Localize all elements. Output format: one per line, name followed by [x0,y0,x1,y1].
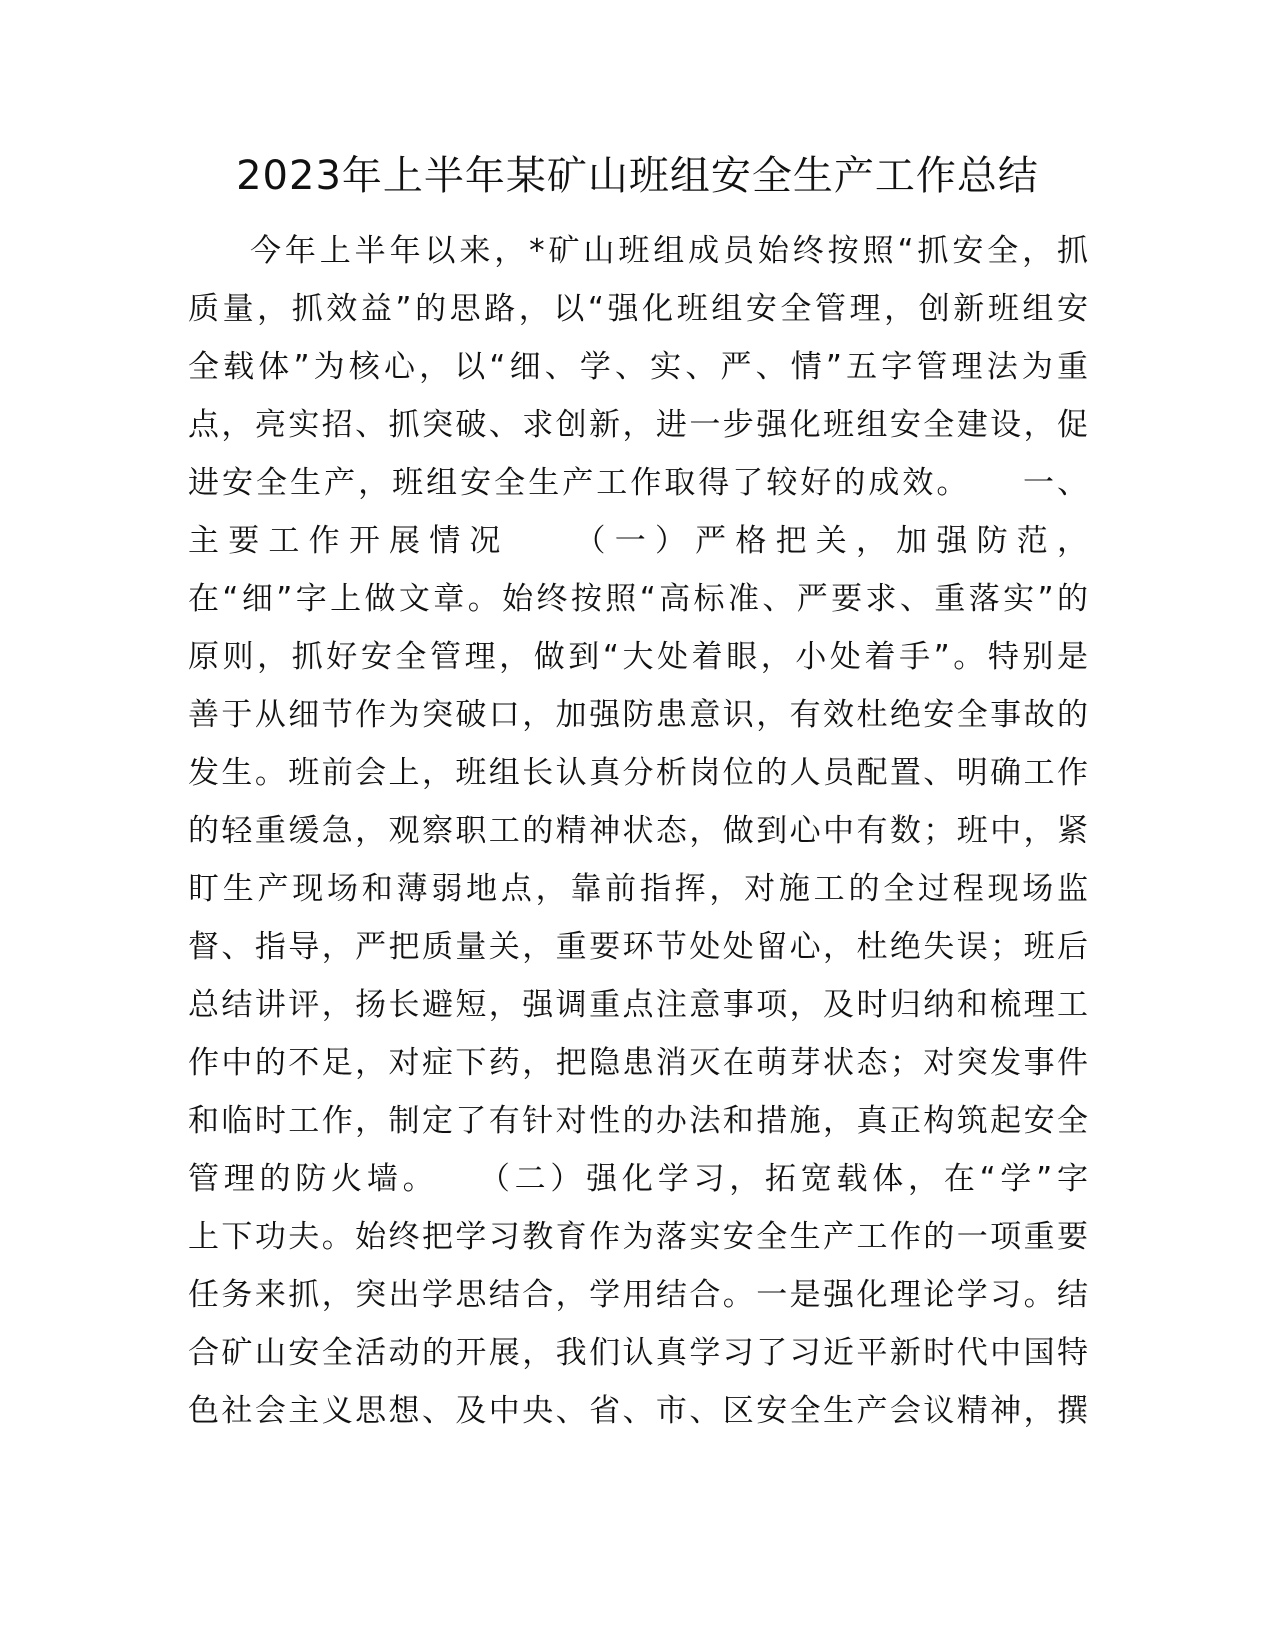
document-body [188,222,1088,1440]
body-line: 进安全生产，班组安全生产工作取得了较好的成效。 一、 [188,465,1088,501]
body-line: 原则，抓好安全管理，做到“大处着眼，小处着手”。特别是 [188,639,1088,675]
body-line: 合矿山安全活动的开展，我们认真学习了习近平新时代中国特 [188,1335,1088,1371]
body-line: 在“细”字上做文章。始终按照“高标准、严要求、重落实”的 [188,581,1088,617]
document-title: 2023年上半年某矿山班组安全生产工作总结 [236,153,1039,199]
body-line: 总结讲评，扬长避短，强调重点注意事项，及时归纳和梳理工 [188,987,1088,1023]
body-line: 管理的防火墙。 （二）强化学习，拓宽载体，在“学”字 [188,1161,1088,1197]
body-line: 任务来抓，突出学思结合，学用结合。一是强化理论学习。结 [188,1277,1088,1313]
body-line: 善于从细节作为突破口，加强防患意识，有效杜绝安全事故的 [188,697,1088,733]
body-line: 和临时工作，制定了有针对性的办法和措施，真正构筑起安全 [188,1103,1088,1139]
body-line: 色社会主义思想、及中央、省、市、区安全生产会议精神，撰 [188,1393,1088,1429]
body-line: 上下功夫。始终把学习教育作为落实安全生产工作的一项重要 [188,1219,1088,1255]
body-line: 今年上半年以来，*矿山班组成员始终按照“抓安全，抓 [250,233,1088,269]
body-line: 的轻重缓急，观察职工的精神状态，做到心中有数；班中，紧 [188,813,1088,849]
body-line: 点，亮实招、抓突破、求创新，进一步强化班组安全建设，促 [188,407,1088,443]
body-line: 作中的不足，对症下药，把隐患消灭在萌芽状态；对突发事件 [188,1045,1088,1081]
body-line: 全载体”为核心，以“细、学、实、严、情”五字管理法为重 [188,349,1088,385]
body-line: 主要工作开展情况 （一）严格把关，加强防范， [188,523,1088,559]
body-line: 盯生产现场和薄弱地点，靠前指挥，对施工的全过程现场监 [188,871,1088,907]
body-line: 质量，抓效益”的思路，以“强化班组安全管理，创新班组安 [188,291,1088,327]
body-line: 督、指导，严把质量关，重要环节处处留心，杜绝失误；班后 [188,929,1088,965]
body-line: 发生。班前会上，班组长认真分析岗位的人员配置、明确工作 [188,755,1088,791]
